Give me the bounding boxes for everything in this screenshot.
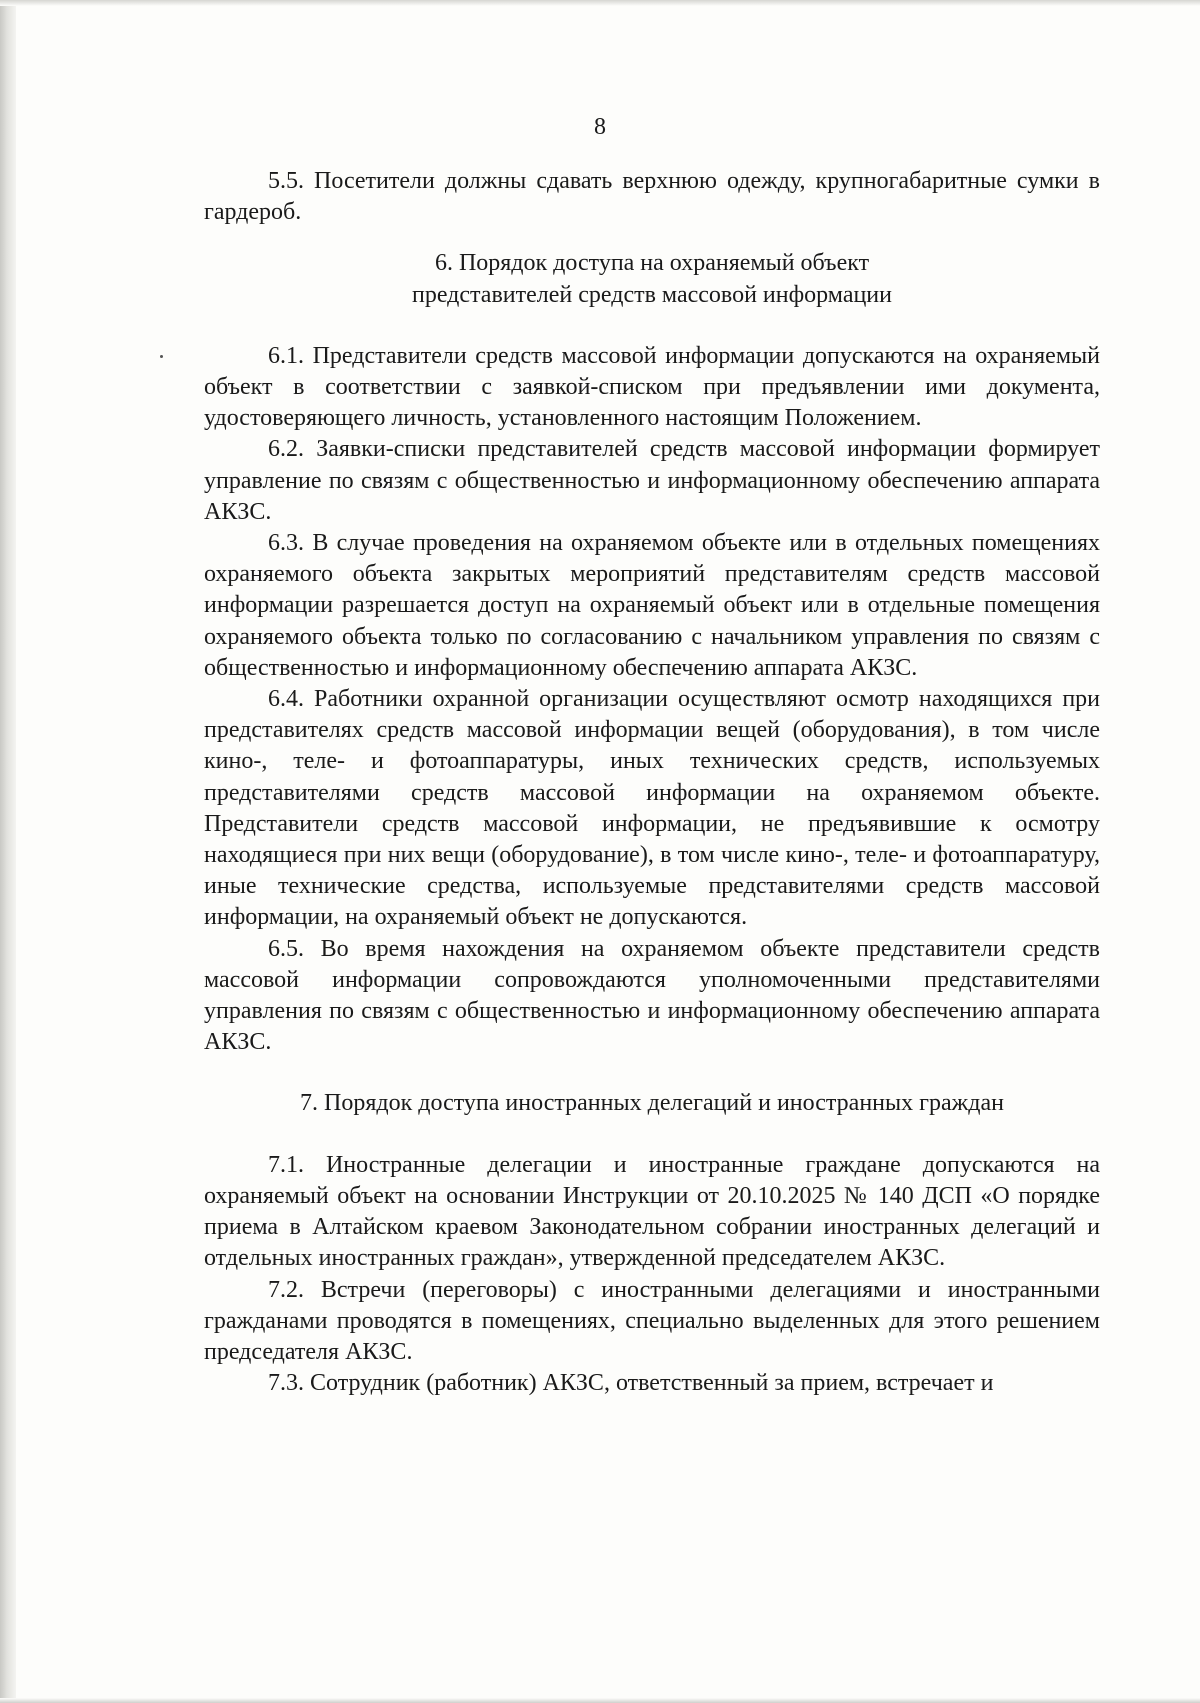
paragraph-7-1: 7.1. Иностранные делегации и иностранные граждане допускаются на охраняемый объект на основании Инструкции от 20.10.2025 № 140 ДСП «О порядке приема в Алтайском краевом Законодательном собрании иностранных делегаций и отдельных иностранных граждан», утвержденной председателем АКЗС.: [204, 1151, 1100, 1272]
paragraph-6-1: 6.1. Представители средств массовой информации допускаются на охраняемый объект в соответствии с заявкой-списком при предъявлении ими документа, удостоверяющего личность, установленного настоящим Положением.: [204, 342, 1100, 432]
scan-speck: [160, 355, 163, 358]
scan-shadow-left: [0, 0, 16, 1703]
section-6-heading-line-2: представителей средств массовой информации: [411, 281, 892, 308]
scan-shadow-bottom: [0, 1698, 1200, 1703]
section-6-heading: [204, 248, 1100, 310]
paragraph-7-2: 7.2. Встречи (переговоры) с иностранными делегациями и иностранными гражданами проводятся в помещениях, специально выделенных для этого решением председателя АКЗС.: [204, 1276, 1100, 1365]
scan-shadow-top: [0, 0, 1200, 6]
paragraph-6-4: 6.4. Работники охранной организации осуществляют осмотр находящихся при представителях средств массовой информации вещей (оборудования), в том числе кино-, теле- и фотоаппаратуры, иных технических средств, используемых представителями средств массовой информации на охраняемом объекте. Представители средств массовой информации, не предъявившие к осмотру находящиеся при них вещи (оборудование), в том числе кино-, теле- и фотоаппаратуру, иные технические средства, используемые представителями средств массовой информации, на охраняемый объект не допускаются.: [204, 686, 1100, 931]
paragraph-7-3: 7.3. Сотрудник (работник) АКЗС, ответственный за прием, встречает и: [268, 1370, 994, 1397]
paragraph-6-3: 6.3. В случае проведения на охраняемом объекте или в отдельных помещениях охраняемого объекта закрытых мероприятий представителям средств массовой информации разрешается доступ на охраняемый объект или в отдельные помещения охраняемого объекта только по согласованию с начальником управления по связям с общественностью и информационному обеспечению аппарата АКЗС.: [204, 530, 1100, 681]
document-body: [204, 166, 1100, 1399]
paragraph-5-5: 5.5. Посетители должны сдавать верхнюю одежду, крупногабаритные сумки в гардероб.: [204, 168, 1100, 226]
paragraph-6-5: 6.5. Во время нахождения на охраняемом объекте представители средств массовой информации сопровождаются уполномоченными представителями управления по связям с общественностью и информационному обеспечению аппарата АКЗС.: [204, 935, 1100, 1056]
paragraph-6-2: 6.2. Заявки-списки представителей средств массовой информации формирует управление по связям с общественностью и информационному обеспечению аппарата АКЗС.: [204, 436, 1100, 525]
section-7-heading: 7. Порядок доступа иностранных делегаций и иностранных граждан: [300, 1090, 1004, 1117]
page-number: 8: [594, 114, 606, 140]
section-6-heading-line-1: 6. Порядок доступа на охраняемый объект: [434, 250, 870, 277]
